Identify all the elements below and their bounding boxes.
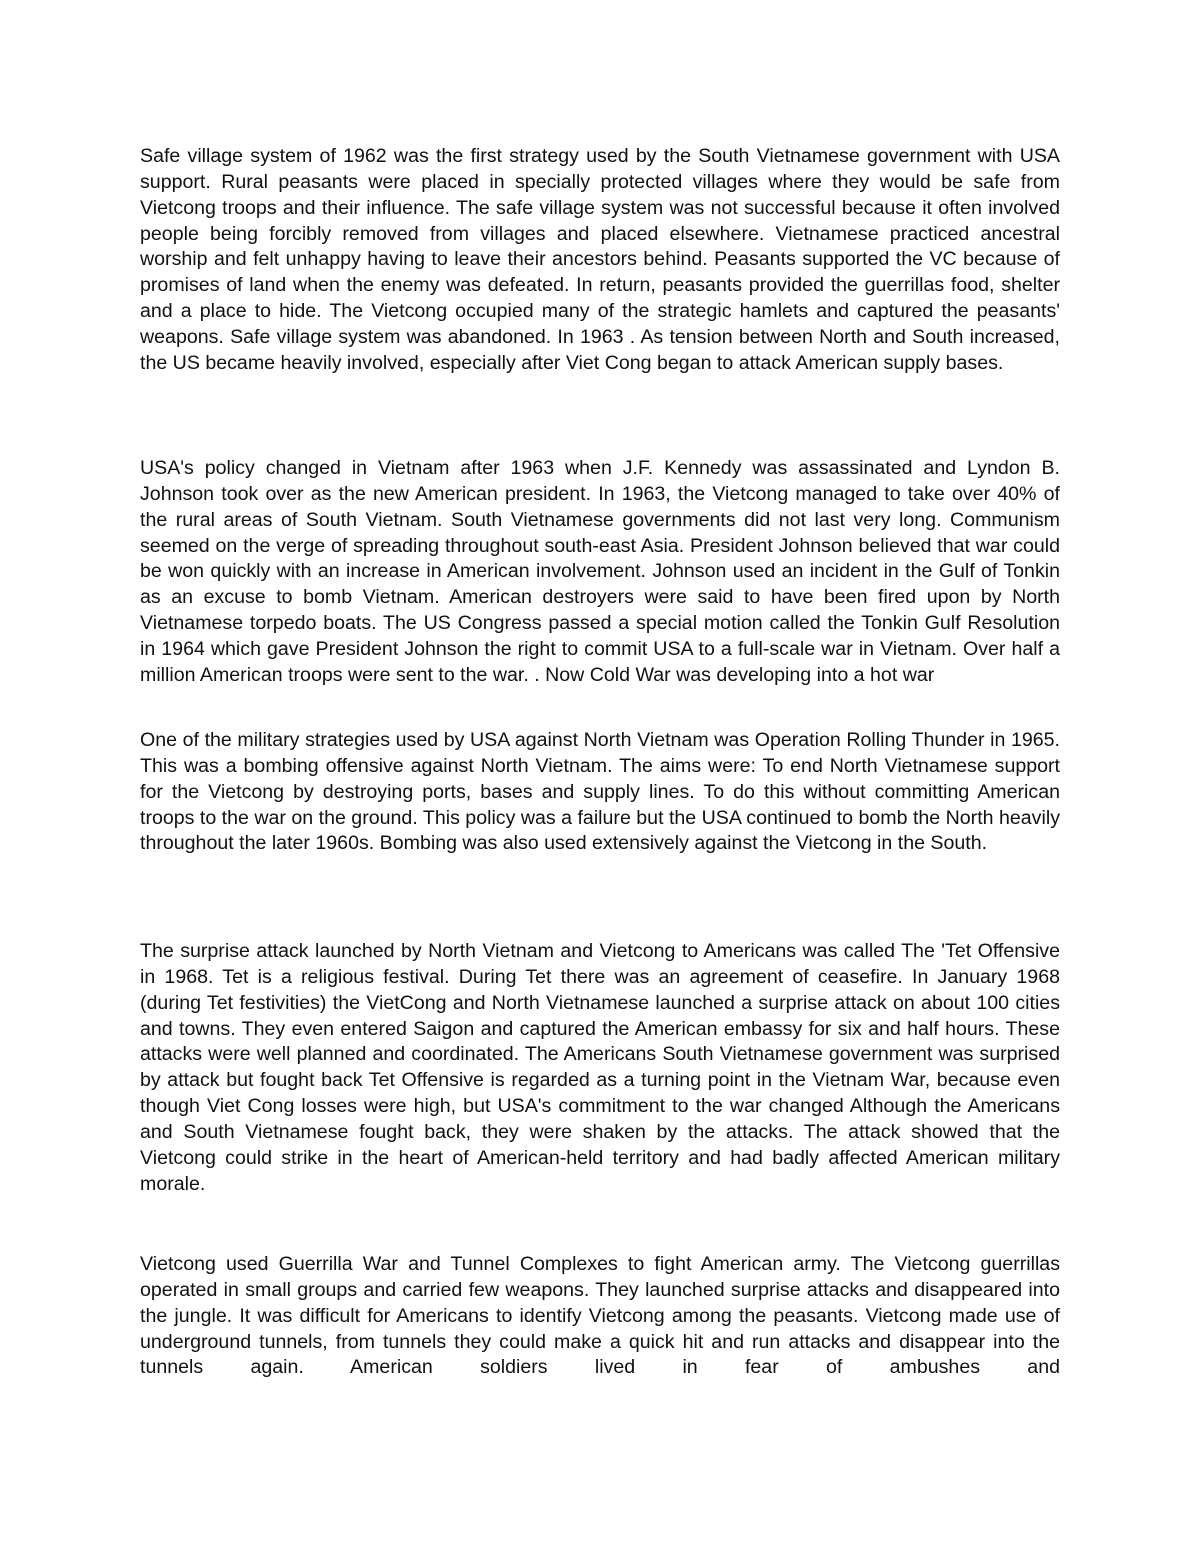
paragraph-guerrilla-war: Vietcong used Guerrilla War and Tunnel Complexes to fight American army. The Vietcong guerrillas operated in small groups and carried few weapons. They launched surprise attacks and disappeared into the jungle. It was difficult for Americans to identify Vietcong among the peasants. Vietcong made use of underground tunnels, from tunnels they could make a quick hit and run attacks and disappear into the tunnels again. American soldiers lived in fear of ambushes and: [140, 1253, 1060, 1379]
paragraph-usa-policy-change: USA's policy changed in Vietnam after 1963 when J.F. Kennedy was assassinated and Lyndon B. Johnson took over as the new American president. In 1963, the Vietcong managed to take over 40% of the rural areas of South Vietnam. South Vietnamese governments did not last very long. Communism seemed on the verge of spreading throughout south-east Asia. President Johnson believed that war could be won quickly with an increase in American involvement. Johnson used an incident in the Gulf of Tonkin as an excuse to bomb Vietnam. American destroyers were said to have been fired upon by North Vietnamese torpedo boats. The US Congress passed a special motion called the Tonkin Gulf Resolution in 1964 which gave President Johnson the right to commit USA to a full-scale war in Vietnam. Over half a million American troops were sent to the war. . Now Cold War was developing into a hot war: [140, 457, 1060, 686]
paragraph-tet-offensive: The surprise attack launched by North Vietnam and Vietcong to Americans was called The 'Tet Offensive in 1968. Tet is a religious festival. During Tet there was an agreement of ceasefire. In January 1968 (during Tet festivities) the VietCong and North Vietnamese launched a surprise attack on about 100 cities and towns. They even entered Saigon and captured the American embassy for six and half hours. These attacks were well planned and coordinated. The Americans South Vietnamese government was surprised by attack but fought back Tet Offensive is regarded as a turning point in the Vietnam War, because even though Viet Cong losses were high, but USA's commitment to the war changed Although the Americans and South Vietnamese fought back, they were shaken by the attacks. The attack showed that the Vietcong could strike in the heart of American-held territory and had badly affected American military morale.: [140, 940, 1060, 1195]
paragraph-safe-village-system: Safe village system of 1962 was the first strategy used by the South Vietnamese government with USA support. Rural peasants were placed in specially protected villages where they would be safe from Vietcong troops and their influence. The safe village system was not successful because it often involved people being forcibly removed from villages and placed elsewhere. Vietnamese practiced ancestral worship and felt unhappy having to leave their ancestors behind. Peasants supported the VC because of promises of land when the enemy was defeated. In return, peasants provided the guerrillas food, shelter and a place to hide. The Vietcong occupied many of the strategic hamlets and captured the peasants' weapons. Safe village system was abandoned. In 1963 . As tension between North and South increased, the US became heavily involved, especially after Viet Cong began to attack American supply bases.: [140, 145, 1060, 374]
paragraph-operation-rolling-thunder: One of the military strategies used by USA against North Vietnam was Operation Rolling Thunder in 1965. This was a bombing offensive against North Vietnam. The aims were: To end North Vietnamese support for the Vietcong by destroying ports, bases and supply lines. To do this without committing American troops to the war on the ground. This policy was a failure but the USA continued to bomb the North heavily throughout the later 1960s. Bombing was also used extensively against the Vietcong in the South.: [140, 729, 1060, 855]
